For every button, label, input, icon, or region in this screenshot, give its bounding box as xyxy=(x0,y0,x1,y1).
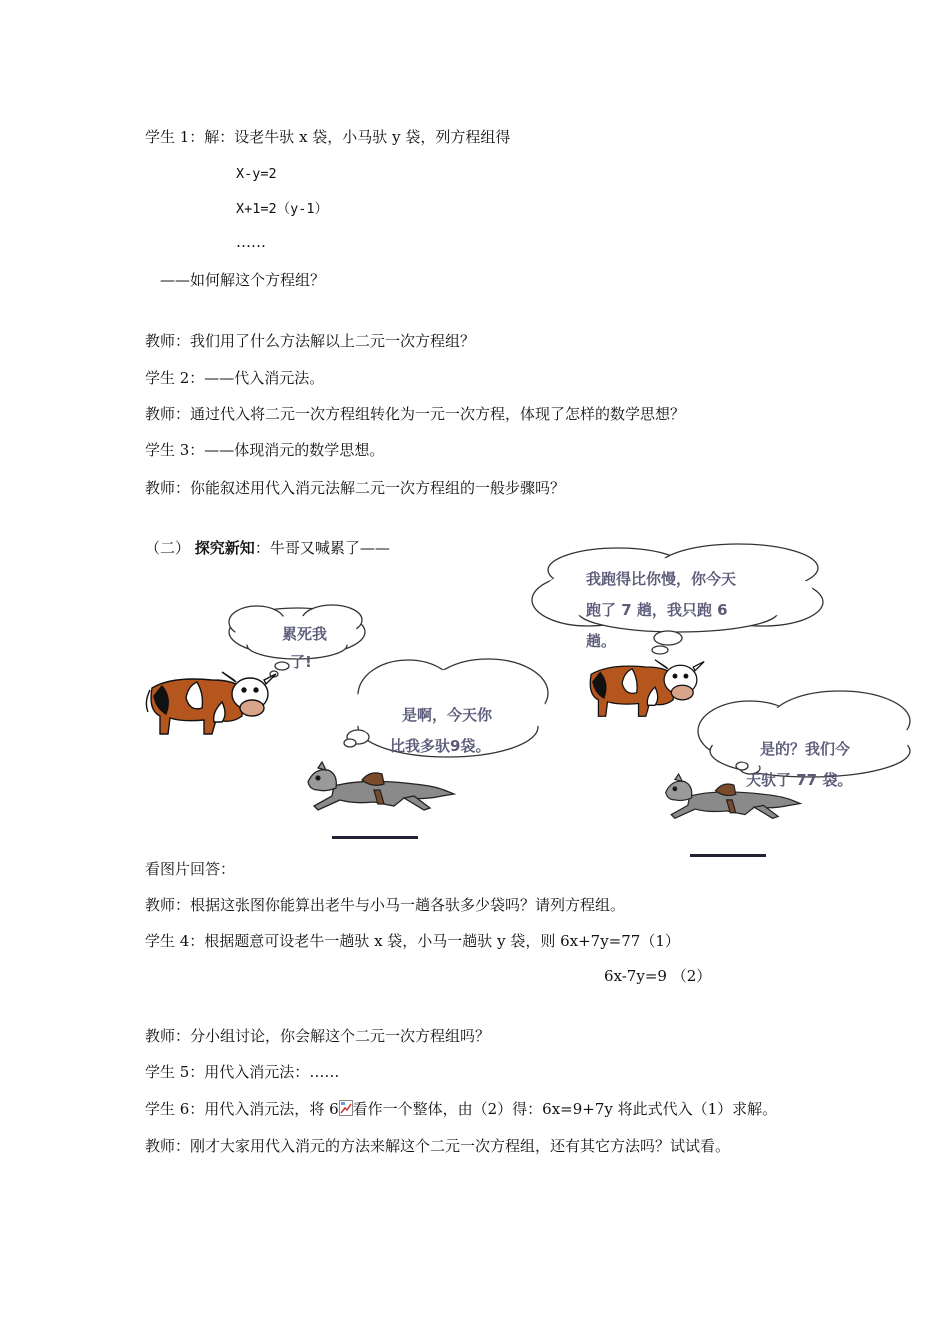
student4-line: 学生 4：根据题意可设老牛一趟驮 x 袋，小马一趟驮 y 袋，则 6x+7y=77（1） xyxy=(145,932,680,950)
section-prefix: （二） xyxy=(145,539,191,557)
student6-part-a: 学生 6：用代入消元法，将 6 xyxy=(145,1100,339,1118)
bubble-text-cow-left xyxy=(282,620,327,676)
student5-line: 学生 5：用代入消元法：…… xyxy=(145,1063,340,1081)
ground-line-left xyxy=(332,836,418,839)
student3-line: 学生 3：——体现消元的数学思想。 xyxy=(145,441,385,459)
bubble-line: 我跑得比你慢，你今天 xyxy=(586,570,737,588)
look-answer: 看图片回答： xyxy=(145,860,236,878)
teacher5-line: 教师：分小组讨论，你会解这个二元一次方程组吗？ xyxy=(145,1027,491,1045)
bubble-line: 了! xyxy=(290,653,312,671)
cow-left-image xyxy=(142,668,278,738)
bubble-line: 比我多驮9袋。 xyxy=(390,737,491,755)
student1-line: 学生 1：解：设老牛驮 x 袋，小马驮 y 袋，列方程组得 xyxy=(145,128,511,146)
bubble-text-horse-left xyxy=(390,700,493,762)
horse-right-image xyxy=(662,770,804,826)
bubble-line: 是的？我们今 xyxy=(760,740,851,758)
bubble-line: 天驮了 77 袋。 xyxy=(746,771,853,789)
teacher2-line: 教师：通过代入将二元一次方程组转化为一元一次方程，体现了怎样的数学思想？ xyxy=(145,405,686,423)
section-title: 探究新知 xyxy=(194,539,255,557)
teacher1-line: 教师：我们用了什么方法解以上二元一次方程组？ xyxy=(145,332,476,350)
bubble-line: 累死我 xyxy=(282,625,328,643)
bubble-line: 趟。 xyxy=(586,632,617,650)
student6-part-b: 看作一个整体，由（2）得：6x=9+7y 将此式代入（1）求解。 xyxy=(352,1100,778,1118)
equation-1: X-y=2 xyxy=(236,166,277,182)
section-heading xyxy=(145,538,390,558)
ground-line-right xyxy=(690,854,766,857)
cow-right-image xyxy=(582,652,706,724)
student6-line xyxy=(145,1099,777,1119)
broken-image-icon xyxy=(339,1100,353,1116)
teacher3-line: 教师：你能叙述用代入消元法解二元一次方程组的一般步骤吗？ xyxy=(145,479,566,497)
teacher4-line: 教师：根据这张图你能算出老牛与小马一趟各驮多少袋吗？请列方程组。 xyxy=(145,896,626,914)
equation-b: 6x-7y=9 （2） xyxy=(604,967,712,985)
bubble-line: 跑了 7 趟，我只跑 6 xyxy=(586,601,728,619)
bubble-line: 是啊，今天你 xyxy=(402,706,493,724)
how-to-solve: ——如何解这个方程组？ xyxy=(160,271,326,289)
teacher6-line: 教师：刚才大家用代入消元的方法来解这个二元一次方程组，还有其它方法吗？试试看。 xyxy=(145,1137,731,1155)
equation-2: X+1=2（y-1） xyxy=(236,201,329,217)
ellipsis: …… xyxy=(236,233,266,251)
bubble-text-cow-right xyxy=(586,564,736,657)
section-rest: ：牛哥又喊累了—— xyxy=(254,539,390,557)
student2-line: 学生 2：——代入消元法。 xyxy=(145,369,325,387)
horse-left-image xyxy=(304,760,458,816)
